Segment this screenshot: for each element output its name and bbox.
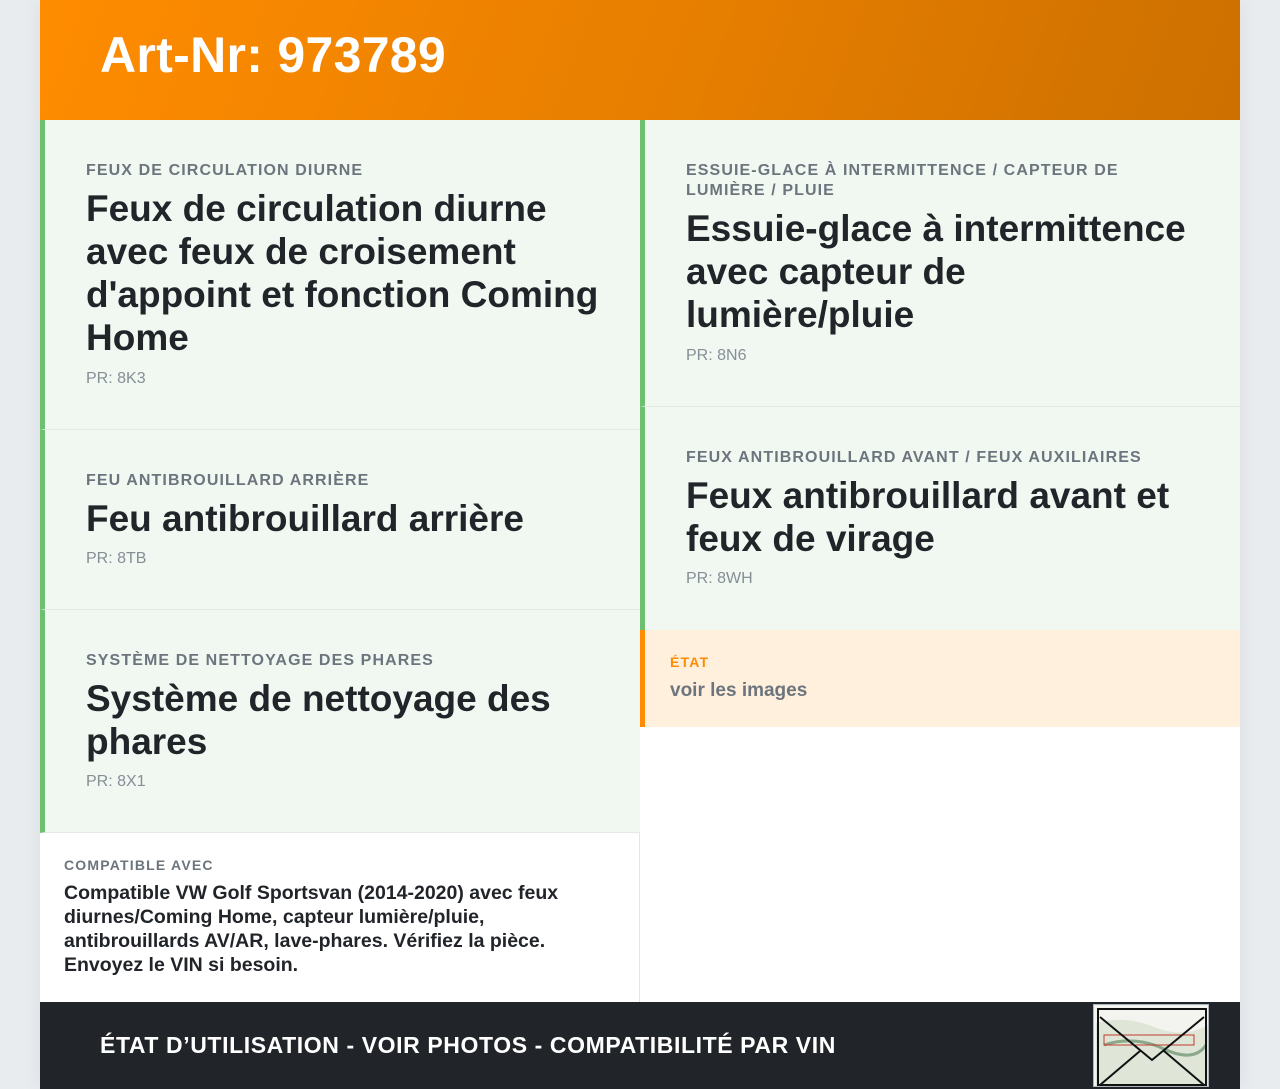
envelope-document-icon[interactable] bbox=[1093, 1004, 1209, 1087]
feature-card-rear-fog bbox=[40, 430, 640, 610]
feature-category: ESSUIE-GLACE À INTERMITTENCE / CAPTEUR DE LUMIÈRE / PLUIE bbox=[686, 162, 1119, 199]
feature-category: FEUX DE CIRCULATION DIURNE bbox=[86, 162, 364, 179]
feature-pr-code: PR: 8WH bbox=[686, 570, 753, 587]
compatibility-box bbox=[40, 833, 640, 1002]
footer-text: ÉTAT D’UTILISATION - VOIR PHOTOS - COMPATIBILITÉ PAR VIN bbox=[100, 1032, 836, 1058]
feature-pr-code: PR: 8X1 bbox=[86, 773, 146, 790]
condition-label: ÉTAT bbox=[670, 654, 710, 670]
feature-card-headlight-washer bbox=[40, 610, 640, 833]
feature-card-front-fog bbox=[640, 407, 1240, 630]
header-banner bbox=[40, 0, 1240, 120]
feature-category: FEUX ANTIBROUILLARD AVANT / FEUX AUXILIAIRES bbox=[686, 449, 1142, 466]
product-sheet bbox=[40, 0, 1240, 1089]
feature-pr-code: PR: 8TB bbox=[86, 550, 147, 567]
condition-value: voir les images bbox=[670, 680, 808, 701]
feature-category: FEU ANTIBROUILLARD ARRIÈRE bbox=[86, 472, 370, 489]
feature-pr-code: PR: 8N6 bbox=[686, 347, 747, 364]
feature-category: SYSTÈME DE NETTOYAGE DES PHARES bbox=[86, 652, 434, 669]
compatibility-text: Compatible VW Golf Sportsvan (2014-2020) avec feux diurnes/Coming Home, capteur lumière/pluie, antibrouillards AV/AR, lave-phares. Vérifiez la pièce. Envoyez le VIN si besoin. bbox=[64, 882, 559, 976]
condition-box bbox=[640, 630, 1240, 727]
feature-card-wiper-sensor bbox=[640, 120, 1240, 407]
feature-card-daytime-lights bbox=[40, 120, 640, 430]
article-number-title: Art-Nr: 973789 bbox=[100, 27, 447, 83]
feature-title: Feux de circulation diurne avec feux de croisement d'appoint et fonction Coming Home bbox=[86, 188, 599, 358]
feature-title: Feu antibrouillard arrière bbox=[86, 498, 524, 539]
feature-title: Feux antibrouillard avant et feux de virage bbox=[686, 475, 1170, 559]
footer-bar bbox=[40, 1002, 1240, 1089]
feature-title: Système de nettoyage des phares bbox=[86, 678, 551, 762]
compatibility-label: COMPATIBLE AVEC bbox=[64, 857, 214, 873]
feature-pr-code: PR: 8K3 bbox=[86, 370, 146, 387]
feature-title: Essuie-glace à intermittence avec capteur de lumière/pluie bbox=[686, 208, 1186, 335]
